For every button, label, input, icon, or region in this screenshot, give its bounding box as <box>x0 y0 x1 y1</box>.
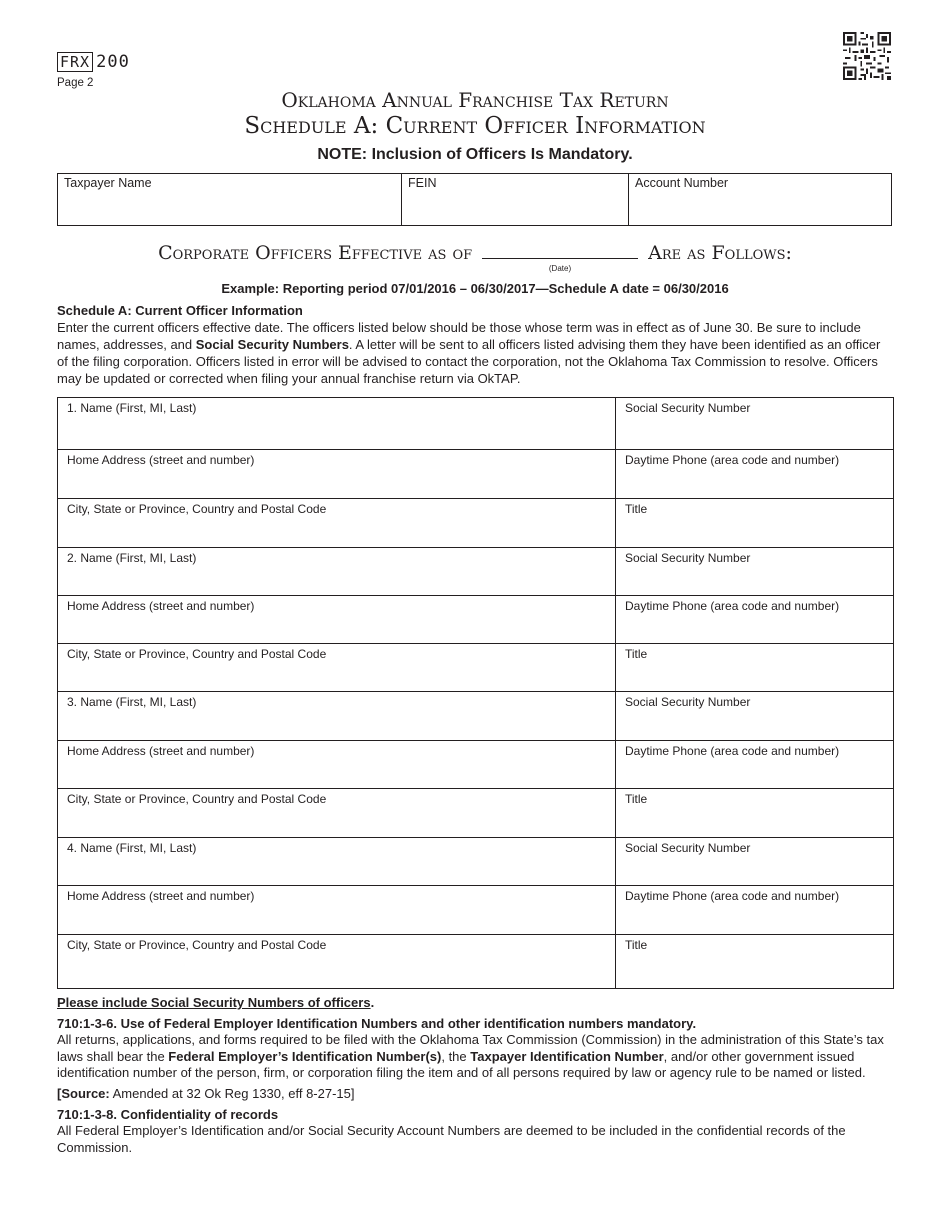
officer-name-label: 2. Name (First, MI, Last) <box>67 551 197 565</box>
officer-city-field[interactable] <box>58 644 616 692</box>
ssn-reminder <box>57 995 892 1012</box>
officer-ssn-label: Social Security Number <box>625 841 751 855</box>
officer-2-city-row <box>58 644 894 692</box>
officer-ssn-label: Social Security Number <box>625 551 751 565</box>
officer-name-label: 3. Name (First, MI, Last) <box>67 695 197 709</box>
officer-title-field[interactable] <box>616 789 894 838</box>
officer-address-field[interactable] <box>58 450 616 499</box>
officer-name-field[interactable] <box>58 398 616 450</box>
officer-name-field[interactable] <box>58 838 616 886</box>
officer-title-label: Title <box>625 938 648 952</box>
source-text: Amended at 32 Ok Reg 1330, eff 8-27-15] <box>109 1085 355 1101</box>
instructions-bold-text: Social Security Numbers <box>195 337 349 352</box>
officer-phone-label: Daytime Phone (area code and number) <box>625 889 840 903</box>
officer-city-label: City, State or Province, Country and Postal Code <box>67 502 327 516</box>
source-label: [Source: <box>57 1085 110 1101</box>
officer-city-field[interactable] <box>58 789 616 838</box>
qr-code-icon <box>843 32 891 80</box>
officer-city-label: City, State or Province, Country and Postal Code <box>67 938 327 952</box>
officer-1-city-row <box>58 499 894 548</box>
officer-name-field[interactable] <box>58 692 616 741</box>
fein-label: FEIN <box>408 176 437 190</box>
officer-ssn-field[interactable] <box>616 692 894 741</box>
officer-city-field[interactable] <box>58 499 616 548</box>
officer-title-label: Title <box>625 502 648 516</box>
officer-address-field[interactable] <box>58 886 616 935</box>
effective-date-line <box>0 240 950 264</box>
ssn-reminder-period: . <box>370 995 375 1010</box>
rule1-bold: Federal Employer’s Identification Number(s) <box>168 1048 442 1064</box>
instructions-text: Enter the current officers effective date. The officers listed below should be those whose term was in effect as of June 30. Be sure to include names, addresses, and <box>57 320 861 352</box>
officer-title-field[interactable] <box>616 644 894 692</box>
officer-1-address-row <box>58 450 894 499</box>
effective-prefix: Corporate Officers Effective as of <box>158 242 473 264</box>
officer-address-field[interactable] <box>58 596 616 644</box>
rule1-bold: Taxpayer Identification Number <box>470 1048 664 1064</box>
officer-address-field[interactable] <box>58 741 616 789</box>
rule1-text: , the <box>441 1048 471 1064</box>
rule1-heading: 710:1-3-6. Use of Federal Employer Identification Numbers and other identification numbers mandatory. <box>57 1015 697 1031</box>
rule1-body <box>57 1032 892 1082</box>
officer-city-label: City, State or Province, Country and Postal Code <box>67 647 327 661</box>
rule1-text: All returns, applications, and forms required to be filed with the Oklahoma Tax Commission (Commission) in the administration of this State’s tax laws shall bear the <box>57 1032 884 1064</box>
officer-city-label: City, State or Province, Country and Postal Code <box>67 792 327 806</box>
mandatory-note: NOTE: Inclusion of Officers Is Mandatory. <box>317 146 633 163</box>
officer-4-city-row <box>58 935 894 989</box>
officer-ssn-field[interactable] <box>616 398 894 450</box>
officer-phone-label: Daytime Phone (area code and number) <box>625 744 840 758</box>
officer-phone-field[interactable] <box>616 741 894 789</box>
officer-phone-field[interactable] <box>616 450 894 499</box>
taxpayer-name-label: Taxpayer Name <box>64 176 152 190</box>
account-number-field[interactable] <box>628 174 891 225</box>
footer-notes <box>57 995 892 1156</box>
officer-2-name-row <box>58 548 894 596</box>
officer-2-address-row <box>58 596 894 644</box>
instructions-heading: Schedule A: Current Officer Information <box>57 303 303 318</box>
ssn-reminder-text: Please include Social Security Numbers of officers <box>57 995 371 1010</box>
taxpayer-info-table <box>57 173 892 226</box>
officer-3-city-row <box>58 789 894 838</box>
fein-field[interactable] <box>401 174 628 225</box>
officer-address-label: Home Address (street and number) <box>67 744 255 758</box>
officer-title-label: Title <box>625 792 648 806</box>
instructions <box>57 302 892 387</box>
officer-phone-label: Daytime Phone (area code and number) <box>625 453 840 467</box>
account-number-label: Account Number <box>635 176 729 190</box>
taxpayer-name-field[interactable] <box>58 174 401 225</box>
officer-4-name-row <box>58 838 894 886</box>
officer-name-label: 1. Name (First, MI, Last) <box>67 401 197 415</box>
schedule-title: Schedule A: Current Officer Information <box>244 113 706 139</box>
officer-city-field[interactable] <box>58 935 616 989</box>
officer-title-field[interactable] <box>616 935 894 989</box>
officer-address-label: Home Address (street and number) <box>67 453 255 467</box>
form-code-box: FRX <box>57 52 93 72</box>
instructions-text: . A letter will be sent to all officers listed advising them they have been identified as an officer of the filing corporation. Officers listed in error will be advised to contact the corporation, not the Oklahoma Tax Commission to resolve. Officers may be updated or corrected when filing your annual franchise return via OkTAP. <box>57 337 881 386</box>
officer-1-name-row <box>58 398 894 450</box>
effective-suffix: Are as Follows: <box>648 242 792 264</box>
officer-ssn-field[interactable] <box>616 838 894 886</box>
example-text: Example: Reporting period 07/01/2016 – 06/30/2017—Schedule A date = 06/30/2016 <box>221 281 729 296</box>
officer-name-label: 4. Name (First, MI, Last) <box>67 841 197 855</box>
date-caption: (Date) <box>548 264 572 273</box>
form-number: 200 <box>96 52 130 72</box>
officer-phone-field[interactable] <box>616 596 894 644</box>
officer-ssn-label: Social Security Number <box>625 401 751 415</box>
form-id <box>57 52 130 72</box>
instructions-body <box>57 319 892 387</box>
officer-4-address-row <box>58 886 894 935</box>
page-number: Page 2 <box>57 77 94 89</box>
source-note <box>57 1086 892 1103</box>
officer-title-field[interactable] <box>616 499 894 548</box>
form-title: Oklahoma Annual Franchise Tax Return <box>281 88 669 112</box>
rule2-body: All Federal Employer’s Identification and/or Social Security Account Numbers are deemed to be included in the confidential records of the Commission. <box>57 1123 846 1155</box>
officer-name-field[interactable] <box>58 548 616 596</box>
officer-ssn-label: Social Security Number <box>625 695 751 709</box>
officer-address-label: Home Address (street and number) <box>67 599 255 613</box>
officer-ssn-field[interactable] <box>616 548 894 596</box>
rule1-text: , and/or other government issued identification number of the person, firm, or corporation filing the item and of all persons required by law or agency rule to be named or listed. <box>57 1048 866 1081</box>
officers-table <box>57 397 894 989</box>
officer-3-name-row <box>58 692 894 741</box>
officer-address-label: Home Address (street and number) <box>67 889 255 903</box>
officer-phone-label: Daytime Phone (area code and number) <box>625 599 840 613</box>
effective-date-input[interactable] <box>482 240 638 259</box>
officer-3-address-row <box>58 741 894 789</box>
officer-title-label: Title <box>625 647 648 661</box>
officer-phone-field[interactable] <box>616 886 894 935</box>
rule2-heading: 710:1-3-8. Confidentiality of records <box>57 1106 279 1122</box>
